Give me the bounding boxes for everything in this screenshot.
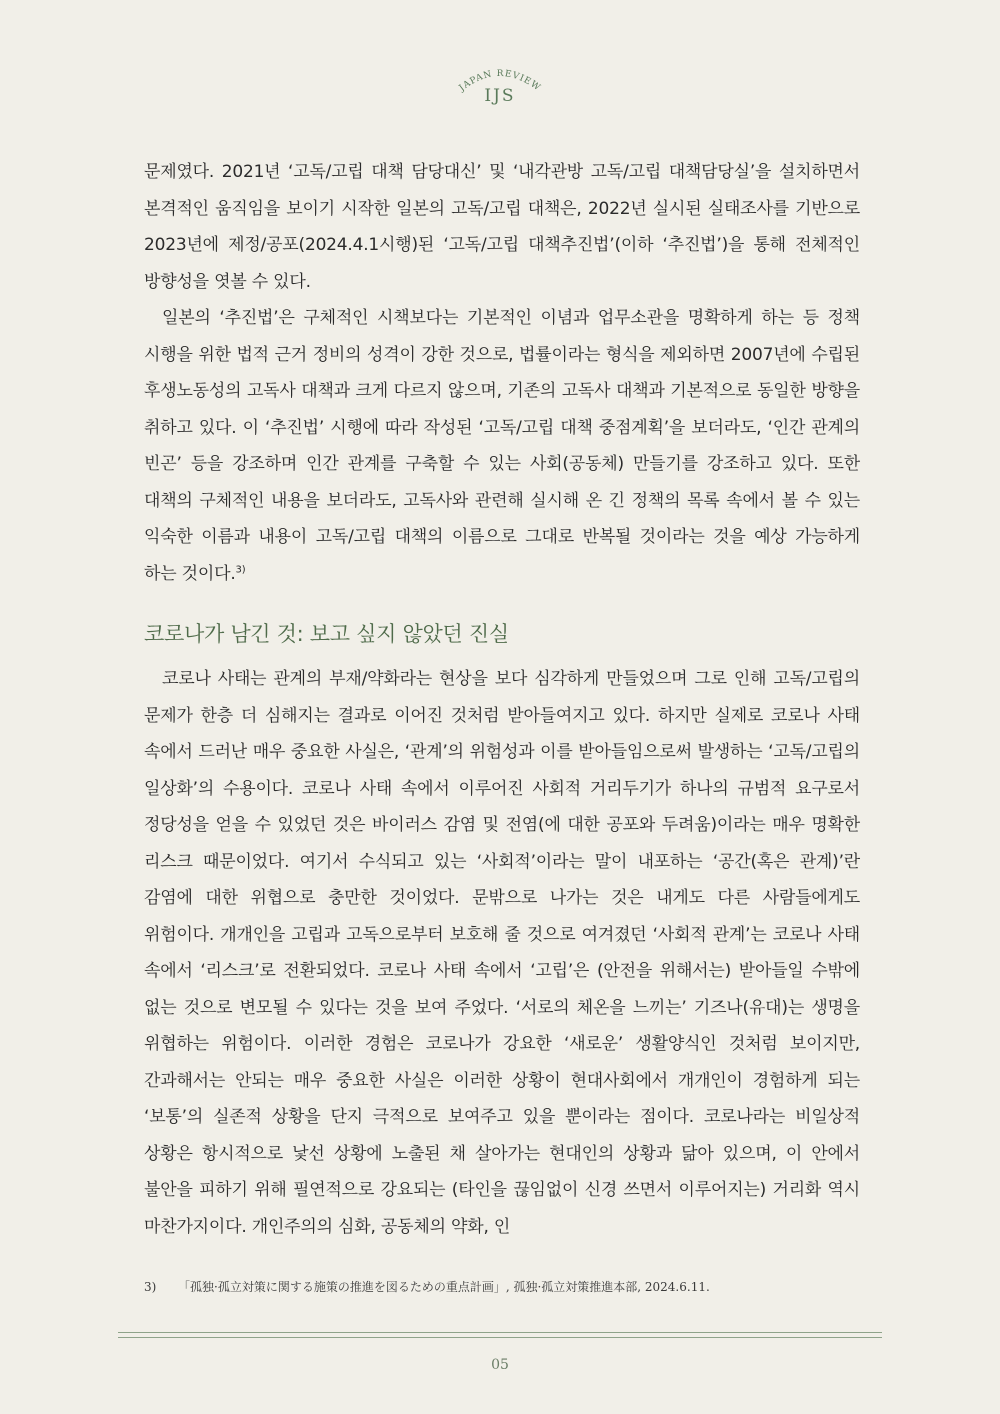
- paragraph-2: [144, 300, 860, 592]
- page-header: [0, 60, 1000, 120]
- journal-logo: IJS: [484, 86, 516, 106]
- body-text-top: [144, 154, 860, 592]
- footnote-text: 「孤独·孤立対策に関する施策の推進を図るための重点計画」, 孤独·孤立対策推進本部, 2024.6.11.: [178, 1280, 710, 1294]
- footnote: [144, 1278, 860, 1295]
- footer-rule-bottom: [118, 1337, 882, 1338]
- logo-arc-text: JAPAN REVIEW: [457, 68, 543, 94]
- paragraph-2-text: 일본의 ‘추진법’은 구체적인 시책보다는 기본적인 이념과 업무소관을 명확하게 하는 등 정책 시행을 위한 법적 근거 정비의 성격이 강한 것으로, 법률이라는 형식을 제외하면 2007년에 수립된 후생노동성의 고독사 대책과 크게 다르지 않으며, 기존의 고독사 대책과 기본적으로 동일한 방향을 취하고 있다. 이 ‘추진법’ 시행에 따라 작성된 ‘고독/고립 대책 중점계획’을 보더라도, ‘인간 관계의 빈곤’ 등을 강조하며 인간 관계를 구축할 수 있는 사회(공동체) 만들기를 강조하고 있다. 또한 대책의 구체적인 내용을 보더라도, 고독사와 관련해 실시해 온 긴 정책의 목록 속에서 볼 수 있는 익숙한 이름과 내용이 고독/고립 대책의 이름으로 그대로 반복될 것이라는 것을 예상 가능하게 하는 것이다.: [144, 308, 860, 584]
- footer-rule-top: [118, 1332, 882, 1333]
- footnote-number: 3): [144, 1280, 157, 1294]
- paragraph-3: 코로나 사태는 관계의 부재/약화라는 현상을 보다 심각하게 만들었으며 그로 인해 고독/고립의 문제가 한층 더 심해지는 결과로 이어진 것처럼 받아들여지고 있다. 하지만 실제로 코로나 사태 속에서 드러난 매우 중요한 사실은, ‘관계’의 위험성과 이를 받아들임으로써 발생하는 ‘고독/고립의 일상화’의 수용이다. 코로나 사태 속에서 이루어진 사회적 거리두기가 하나의 규범적 요구로서 정당성을 얻을 수 있었던 것은 바이러스 감염 및 전염(에 대한 공포와 두려움)이라는 매우 명확한 리스크 때문이었다. 여기서 수식되고 있는 ‘사회적’이라는 말이 내포하는 ‘공간(혹은 관계)’란 감염에 대한 위협으로 충만한 것이었다. 문밖으로 나가는 것은 내게도 다른 사람들에게도 위험이다. 개개인을 고립과 고독으로부터 보호해 줄 것으로 여겨졌던 ‘사회적 관계’는 코로나 사태 속에서 ‘리스크’로 전환되었다. 코로나 사태 속에서 ‘고립’은 (안전을 위해서는) 받아들일 수밖에 없는 것으로 변모될 수 있다는 것을 보여 주었다. ‘서로의 체온을 느끼는’ 기즈나(유대)는 생명을 위협하는 위험이다. 이러한 경험은 코로나가 강요한 ‘새로운’ 생활양식인 것처럼 보이지만, 간과해서는 안되는 매우 중요한 사실은 이러한 상황이 현대사회에서 개개인이 경험하게 되는 ‘보통’의 실존적 상황을 단지 극적으로 보여주고 있을 뿐이라는 점이다. 코로나라는 비일상적 상황은 항시적으로 낯선 상황에 노출된 채 살아가는 현대인의 상황과 닮아 있으며, 이 안에서 불안을 피하기 위해 필연적으로 강요되는 (타인을 끊임없이 신경 쓰면서 이루어지는) 거리화 역시 마찬가지이다. 개인주의의 심화, 공동체의 약화, 인: [144, 669, 860, 1237]
- section-heading: 코로나가 남긴 것: 보고 싶지 않았던 진실: [144, 622, 509, 646]
- body-text-bottom: [144, 661, 860, 1245]
- footnote-reference[interactable]: 3): [235, 563, 246, 575]
- paragraph-1: 문제였다. 2021년 ‘고독/고립 대책 담당대신’ 및 ‘내각관방 고독/고립 대책담당실’을 설치하면서 본격적인 움직임을 보이기 시작한 일본의 고독/고립 대책은, 2022년 실시된 실태조사를 기반으로 2023년에 제정/공포(2024.4.1시행)된 ‘고독/고립 대책추진법’(이하 ‘추진법’)을 통해 전체적인 방향성을 엿볼 수 있다.: [144, 162, 860, 292]
- page-number: 05: [491, 1357, 509, 1373]
